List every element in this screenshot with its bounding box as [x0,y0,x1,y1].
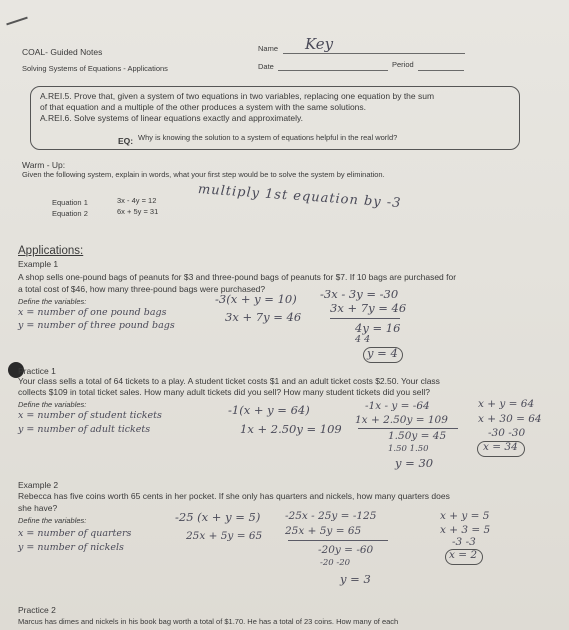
example-2-x-def: x = number of quarters [18,528,132,539]
example-2-work-eq-b: 25x + 5y = 65 [186,530,263,542]
example-2-answer: x = 2 [449,549,478,561]
example-1-x-def: x = number of one pound bags [18,307,167,318]
practice-1-work-r4: 1.50 1.50 [388,444,429,454]
example-2-define: Define the variables: [18,516,87,525]
example-1-answer: y = 4 [367,346,398,360]
practice-1-sum-line [358,428,458,429]
practice-1-work-r2: 1x + 2.50y = 109 [355,414,448,426]
practice-1-y-def: y = number of adult tickets [18,424,151,435]
practice-1-check-2: x + 30 = 64 [478,413,542,425]
example-2-work-r2: 25x + 5y = 65 [285,525,362,537]
example-1-work-r4: 4 4 [355,334,371,345]
standard-line-2: of that equation and a multiple of the other produces a system with the same solutions. [40,102,367,112]
practice-1-work-r1: -1x - y = -64 [365,400,430,412]
practice-1-work-r3: 1.50y = 45 [388,430,447,442]
practice-1-line-1: Your class sells a total of 64 tickets to a play. A student ticket costs $1 and an adult ticket costs $2.50. Your class [18,376,440,386]
warmup-answer: multiply 1st equation by -3 [197,182,402,212]
practice-1-check-3: -30 -30 [488,427,526,439]
period-underline [418,70,464,71]
standard-line-3: A.REI.6. Solve systems of linear equations exactly and approximately. [40,113,303,123]
example-1-work-eq-b: 3x + 7y = 46 [225,310,302,324]
practice-1-work-r5: y = 30 [395,456,434,470]
eq-label: EQ: [118,136,134,146]
date-underline [278,70,388,71]
warmup-prompt: Given the following system, explain in words, what your first step would be to solve the system by elimination. [22,170,385,179]
example-1-work-r2: 3x + 7y = 46 [330,301,407,315]
example-1-sum-line [330,318,400,319]
example-2-sum-line [288,540,388,541]
practice-2-label: Practice 2 [18,605,56,615]
example-2-work-r1: -25x - 25y = -125 [285,510,377,522]
name-answer: Key [305,35,334,53]
practice-1-check-1: x + y = 64 [478,398,535,410]
eq-text: Why is knowing the solution to a system of equations helpful in the real world? [138,133,398,142]
example-1-work-eq-a: -3(x + y = 10) [215,292,297,306]
equation-2-label: Equation 2 [52,209,88,218]
period-label: Period [392,60,414,69]
example-1-label: Example 1 [18,259,59,269]
practice-1-x-def: x = number of student tickets [18,410,162,421]
warmup-label: Warm - Up: [22,160,66,170]
date-label: Date [258,62,274,71]
example-2-line-1: Rebecca has five coins worth 65 cents in her pocket. If she only has quarters and nickels, how many quarters does [18,491,450,501]
name-label: Name [258,44,279,53]
standard-line-1: A.REI.5. Prove that, given a system of two equations in two variables, replacing one equation by the sum [40,91,435,101]
practice-1-work-eq-b: 1x + 2.50y = 109 [240,422,342,436]
practice-2-line-1: Marcus has dimes and nickels in his book bag worth a total of $1.70. He has a total of 23 coins. How many of each [18,617,399,626]
example-2-check-3: -3 -3 [452,536,476,548]
example-2-check-1: x + y = 5 [440,510,490,522]
practice-1-answer: x = 34 [483,441,518,453]
example-2-work-eq-a: -25 (x + y = 5) [175,510,261,524]
applications-heading: Applications: [18,245,84,257]
example-2-work-r5: y = 3 [340,572,371,586]
example-2-line-2: she have? [18,503,58,513]
example-1-y-def: y = number of three pound bags [18,320,175,331]
equation-1: 3x - 4y = 12 [117,196,157,205]
practice-1-define: Define the variables: [18,400,87,409]
example-2-work-r3: -20y = -60 [318,544,374,556]
pen-mark [6,17,28,26]
practice-1-line-2: collects $109 in total ticket sales. How many adult tickets did you sell? How many student tickets did you sell? [18,387,430,397]
practice-1-label: Practice 1 [18,366,56,376]
name-underline [283,53,465,54]
worksheet-subtitle: Solving Systems of Equations - Applications [22,64,168,73]
example-2-y-def: y = number of nickels [18,542,124,553]
example-1-work-r1: -3x - 3y = -30 [320,287,399,301]
example-1-work-r3: 4y = 16 [355,321,401,335]
example-2-work-r4: -20 -20 [320,558,351,568]
example-1-line-1: A shop sells one-pound bags of peanuts for $3 and three-pound bags of peanuts for $7. If 10 bags are purchased for [18,272,457,282]
practice-1-work-eq-a: -1(x + y = 64) [228,403,310,417]
example-1-line-2: a total cost of $46, how many three-pound bags were purchased? [18,284,266,294]
example-1-define: Define the variables: [18,297,87,306]
equation-2: 6x + 5y = 31 [117,207,159,216]
worksheet-title: COAL- Guided Notes [22,47,103,57]
example-2-label: Example 2 [18,480,59,490]
equation-1-label: Equation 1 [52,198,88,207]
example-2-check-2: x + 3 = 5 [440,524,491,536]
